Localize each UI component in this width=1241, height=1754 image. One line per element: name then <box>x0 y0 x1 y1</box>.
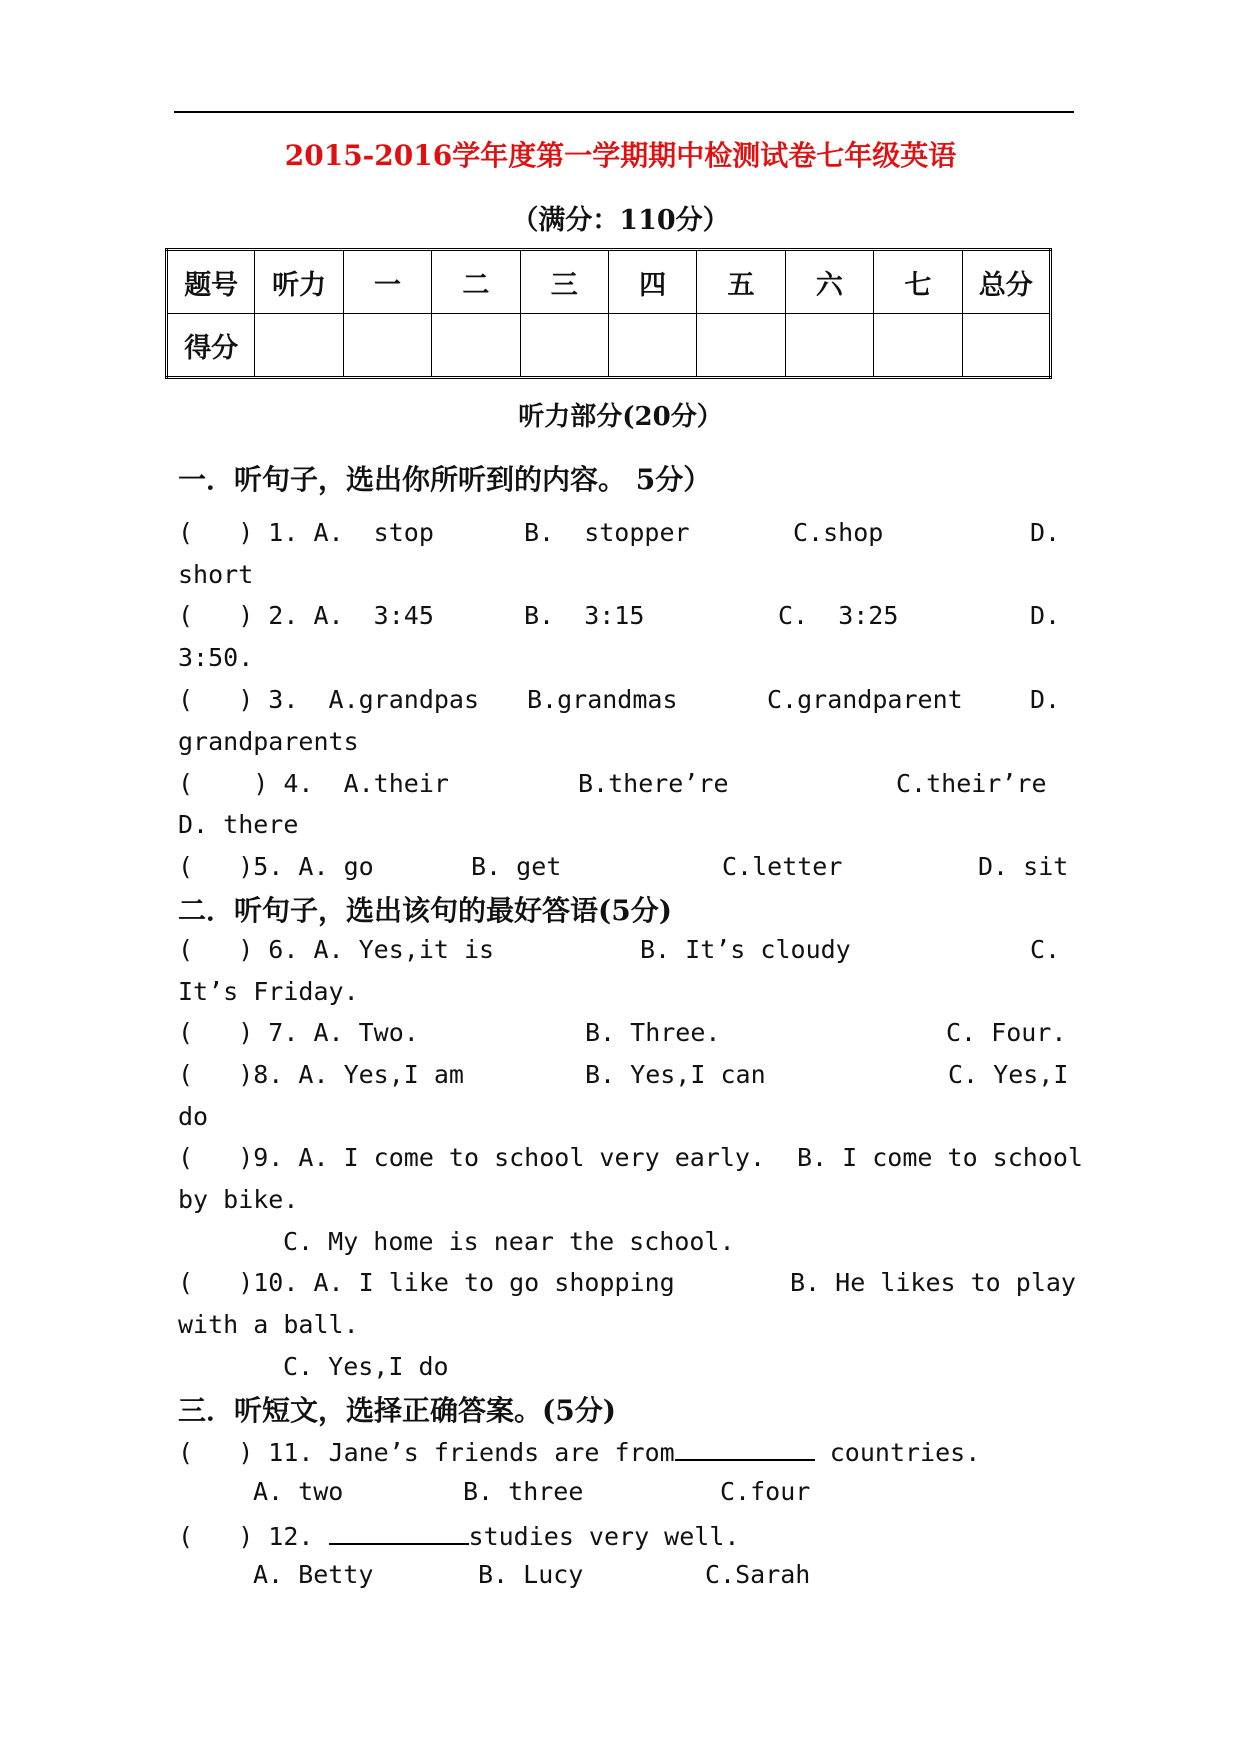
q1-option-b: B. stopper <box>524 518 690 547</box>
q2-option-b: B. 3:15 <box>524 601 645 630</box>
q3-stem: ( ) 3. A.grandpas <box>178 685 480 714</box>
q12-option-c: C.Sarah <box>705 1560 811 1589</box>
score-cell[interactable] <box>255 314 343 378</box>
score-table <box>165 248 1052 379</box>
score-cell[interactable] <box>432 314 520 378</box>
q1-option-d-text: short <box>178 560 254 589</box>
q10-stem: ( )10. A. I like to go shopping <box>178 1268 675 1297</box>
exam-title: 2015-2016学年度第一学期期中检测试卷七年级英语 <box>284 139 957 172</box>
q4-stem: ( ) 4. A.their <box>178 769 449 798</box>
top-rule <box>174 111 1074 113</box>
q4-option-c: C.their’re <box>896 769 1047 798</box>
full-score: （满分：110分） <box>511 205 730 236</box>
q11-answer-blank[interactable] <box>675 1435 815 1461</box>
score-header-cell: 四 <box>608 250 696 314</box>
q11-stem-text: ( ) 11. Jane’s friends are from <box>178 1438 675 1467</box>
listening-section-title: 听力部分(20分） <box>518 402 723 432</box>
q3-option-d: D. <box>1030 685 1061 714</box>
q2-option-c: C. 3:25 <box>778 601 899 630</box>
q9-option-b: B. I come to school <box>797 1143 1083 1172</box>
q12-answer-blank[interactable] <box>329 1519 469 1545</box>
q5-option-b: B. get <box>471 852 562 881</box>
q12-option-a: A. Betty <box>253 1560 374 1589</box>
score-header-cell: 题号 <box>167 250 255 314</box>
q12-stem <box>178 1519 739 1551</box>
q11-stem <box>178 1435 980 1467</box>
score-header-cell: 总分 <box>962 250 1050 314</box>
score-cell[interactable] <box>520 314 608 378</box>
q1-option-c: C.shop <box>793 518 884 547</box>
q11-option-a: A. two <box>253 1477 344 1506</box>
q6-stem: ( ) 6. A. Yes,it is <box>178 935 495 964</box>
score-cell[interactable] <box>874 314 962 378</box>
score-header-cell: 听力 <box>255 250 343 314</box>
q9-stem: ( )9. A. I come to school very early. <box>178 1143 765 1172</box>
q8-option-c: C. Yes,I <box>948 1060 1069 1089</box>
score-header-cell: 七 <box>874 250 962 314</box>
q5-stem: ( )5. A. go <box>178 852 374 881</box>
q12-stem-tail: studies very well. <box>468 1522 740 1551</box>
q7-option-b: B. Three. <box>585 1018 721 1047</box>
q8-option-c-text: do <box>178 1102 209 1131</box>
part2-heading: 二．听句子，选出该句的最好答语(5分) <box>178 894 672 927</box>
q7-stem: ( ) 7. A. Two. <box>178 1018 419 1047</box>
q2-option-d: D. <box>1030 601 1061 630</box>
score-row-label: 得分 <box>167 314 255 378</box>
score-header-cell: 二 <box>432 250 520 314</box>
score-header-cell: 三 <box>520 250 608 314</box>
q2-option-d-text: 3:50. <box>178 643 254 672</box>
score-header-cell: 五 <box>697 250 785 314</box>
score-table-score-row <box>167 314 1051 378</box>
score-cell[interactable] <box>608 314 696 378</box>
q11-option-c: C.four <box>720 1477 811 1506</box>
q6-option-c-text: It’s Friday. <box>178 977 359 1006</box>
score-cell[interactable] <box>697 314 785 378</box>
part3-heading: 三．听短文，选择正确答案。(5分) <box>178 1394 616 1427</box>
q4-option-d: D. there <box>178 810 299 839</box>
q3-option-d-text: grandparents <box>178 727 359 756</box>
q11-stem-tail: countries. <box>814 1438 981 1467</box>
q10-option-b: B. He likes to play <box>790 1268 1076 1297</box>
score-cell[interactable] <box>785 314 873 378</box>
score-header-cell: 一 <box>343 250 431 314</box>
score-table-header-row <box>167 250 1051 314</box>
q1-stem: ( ) 1. A. stop <box>178 518 434 547</box>
part1-heading: 一．听句子，选出你所听到的内容。 5分） <box>178 463 712 496</box>
q5-option-c: C.letter <box>722 852 843 881</box>
q10-option-c: C. Yes,I do <box>283 1352 449 1381</box>
q10-option-b-text: with a ball. <box>178 1310 359 1339</box>
q11-option-b: B. three <box>463 1477 584 1506</box>
q5-option-d: D. sit <box>978 852 1069 881</box>
q8-stem: ( )8. A. Yes,I am <box>178 1060 464 1089</box>
score-header-cell: 六 <box>785 250 873 314</box>
q3-option-c: C.grandparent <box>767 685 963 714</box>
q8-option-b: B. Yes,I can <box>585 1060 766 1089</box>
score-cell[interactable] <box>343 314 431 378</box>
q4-option-b: B.there’re <box>578 769 729 798</box>
score-cell[interactable] <box>962 314 1050 378</box>
q1-option-d: D. <box>1030 518 1061 547</box>
q7-option-c: C. Four. <box>946 1018 1067 1047</box>
q6-option-c: C. <box>1030 935 1061 964</box>
q9-option-c: C. My home is near the school. <box>283 1227 735 1256</box>
q12-option-b: B. Lucy <box>478 1560 584 1589</box>
q2-stem: ( ) 2. A. 3:45 <box>178 601 434 630</box>
q12-stem-text: ( ) 12. <box>178 1522 329 1551</box>
q6-option-b: B. It’s cloudy <box>640 935 851 964</box>
q3-option-b: B.grandmas <box>527 685 678 714</box>
q9-option-b-text: by bike. <box>178 1185 299 1214</box>
